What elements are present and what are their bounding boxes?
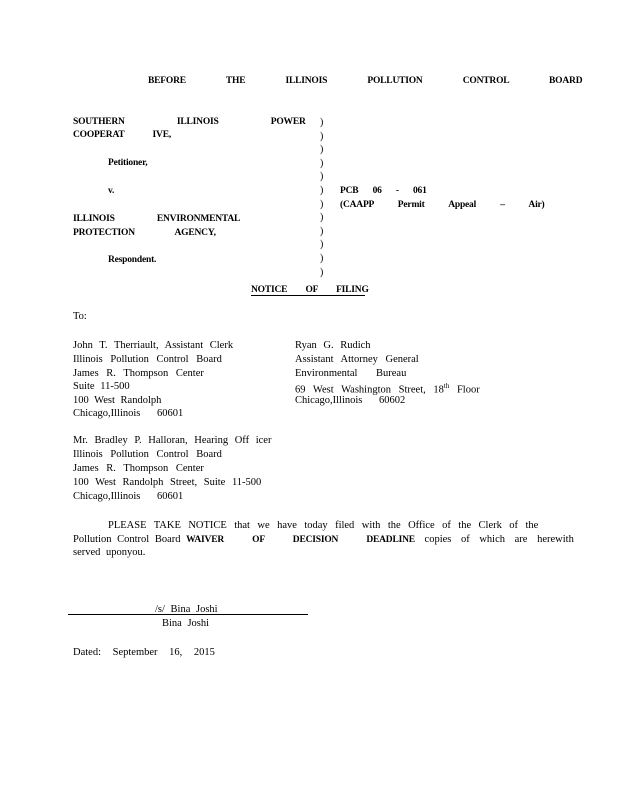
petitioner-name-line1: SOUTHERN ILLINOIS POWER: [73, 117, 306, 127]
officer-street: 100 West Randolph Street, Suite 11-500: [73, 477, 262, 488]
ag-name: Ryan G. Rudich: [295, 340, 371, 351]
ag-title: Assistant Attorney General: [295, 354, 419, 365]
signature-line: [68, 614, 308, 615]
board-heading: BEFORE THE ILLINOIS POLLUTION CONTROL BOARD: [148, 76, 583, 86]
body-line2-end: copies of which are herewith: [414, 534, 574, 545]
date-line: Dated: September 16, 2015: [73, 647, 215, 658]
respondent-name-line2: PROTECTION AGENCY,: [73, 228, 216, 238]
ag-city: Chicago,Illinois 60602: [295, 395, 406, 406]
versus-label: v.: [108, 186, 115, 196]
ag-street-ordinal: th: [443, 382, 450, 390]
clerk-building: James R. Thompson Center: [73, 368, 204, 379]
title-underline: [251, 295, 365, 296]
officer-name: Mr. Bradley P. Halloran, Hearing Off icer: [73, 435, 272, 446]
clerk-name: John T. Therriault, Assistant Clerk: [73, 340, 234, 351]
clerk-suite: Suite 11-500: [73, 381, 130, 392]
case-type: (CAAPP Permit Appeal – Air): [340, 200, 545, 210]
clerk-city: Chicago,Illinois 60601: [73, 408, 184, 419]
clerk-org: Illinois Pollution Control Board: [73, 354, 222, 365]
petitioner-role: Petitioner,: [108, 158, 148, 168]
ag-street-floor: Floor: [449, 384, 480, 396]
officer-building: James R. Thompson Center: [73, 463, 204, 474]
document-title: NOTICE OF FILING: [251, 285, 369, 295]
to-label: To:: [73, 311, 87, 322]
officer-org: Illinois Pollution Control Board: [73, 449, 222, 460]
ag-street-main: 69 West Washington Street, 18: [295, 384, 444, 396]
notice-body-line2: [73, 533, 574, 547]
notice-body-line1: PLEASE TAKE NOTICE that we have today filed with the Office of the Clerk of the: [108, 520, 539, 531]
signatory-name: Bina Joshi: [162, 618, 210, 629]
notice-body-line3: served uponyou.: [73, 547, 146, 558]
caption-separator: ) ) ) ) ) ) ) ) ) ) ) ): [320, 117, 324, 278]
case-number: PCB 06 - 061: [340, 186, 427, 196]
respondent-name-line1: ILLINOIS ENVIRONMENTAL: [73, 214, 241, 224]
respondent-role: Respondent.: [108, 255, 157, 265]
petitioner-name-line2: COOPERAT IVE,: [73, 130, 172, 140]
ag-bureau: Environmental Bureau: [295, 368, 407, 379]
body-line2-start: Pollution Control Board: [73, 534, 187, 545]
signature-conformed: /s/ Bina Joshi: [155, 604, 218, 615]
clerk-street: 100 West Randolph: [73, 395, 162, 406]
filed-document-name: WAIVER OF DECISION DEADLINE: [186, 535, 415, 545]
officer-city: Chicago,Illinois 60601: [73, 491, 184, 502]
